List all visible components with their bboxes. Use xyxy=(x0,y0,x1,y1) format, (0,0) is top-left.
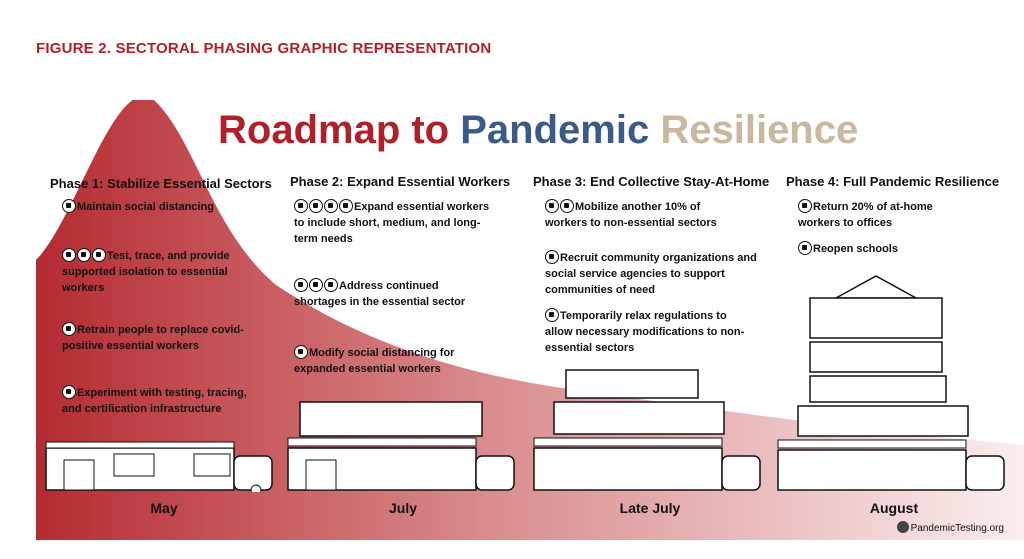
flask-icon xyxy=(324,199,338,213)
factory-icon xyxy=(62,248,76,262)
phase-3-building-illustration xyxy=(532,368,772,492)
credit: PandemicTesting.org xyxy=(897,521,1004,534)
phase-3-item-1: Mobilize another 10% of workers to non-essential sectors xyxy=(545,201,717,229)
tools-icon xyxy=(339,199,353,213)
title-part-pandemic: Pandemic xyxy=(460,108,650,152)
book-icon xyxy=(798,241,812,255)
shield-icon xyxy=(324,278,338,292)
phase-3-item-3: Temporarily relax regulations to allow necessary modifications to non-essential sectors xyxy=(545,310,745,354)
phase-2-building-illustration xyxy=(286,400,526,492)
title-part-roadmap: Roadmap to xyxy=(218,108,450,152)
main-title xyxy=(218,108,858,153)
phase-1-item-4: Experiment with testing, tracing, and certification infrastructure xyxy=(62,387,247,415)
scissors-icon xyxy=(545,199,559,213)
tools-icon xyxy=(560,199,574,213)
month-label-may: May xyxy=(150,500,178,516)
phase-1-title: Phase 1: Stabilize Essential Sectors xyxy=(50,176,272,191)
factory-icon xyxy=(294,278,308,292)
lightning-icon xyxy=(545,308,559,322)
month-label-july: July xyxy=(388,500,417,516)
laptop-icon xyxy=(798,199,812,213)
shield-icon xyxy=(92,248,106,262)
roadmap-panel xyxy=(36,100,1024,540)
globe-icon xyxy=(897,521,909,533)
building-icon xyxy=(62,385,76,399)
phase-4-title: Phase 4: Full Pandemic Resilience xyxy=(786,174,1000,189)
heart-icon xyxy=(309,278,323,292)
network-icon xyxy=(545,250,559,264)
phase-2-item-3: Modify social distancing for expanded essential workers xyxy=(294,347,455,375)
heart-icon xyxy=(77,248,91,262)
phase-2-item-1: Expand essential workers to include short, medium, and long-term needs xyxy=(294,201,490,245)
phase-2-item-2: Address continued shortages in the essential sector xyxy=(294,280,466,308)
phase-2-title: Phase 2: Expand Essential Workers xyxy=(290,174,511,189)
phase-3-title: Phase 3: End Collective Stay-At-Home xyxy=(533,174,770,189)
phase-1-building-illustration xyxy=(44,432,284,492)
phase-1-item-3: Retrain people to replace covid-positive essential workers xyxy=(62,324,244,352)
month-label-late-july: Late July xyxy=(619,500,681,516)
month-label-august: August xyxy=(869,500,919,516)
figure-title: FIGURE 2. SECTORAL PHASING GRAPHIC REPRESENTATION xyxy=(36,40,492,57)
phase-4-item-2: Reopen schools xyxy=(798,241,978,257)
people-icon xyxy=(62,322,76,336)
title-part-resilience: Resilience xyxy=(660,108,859,152)
person-icon xyxy=(309,199,323,213)
phase-3-item-2: Recruit community organizations and social service agencies to support communities of need xyxy=(545,252,757,296)
phase-4-item-1: Return 20% of at-home workers to offices xyxy=(798,201,933,229)
building-icon xyxy=(294,199,308,213)
phase-4-building-illustration xyxy=(776,268,1016,492)
house-icon xyxy=(294,345,308,359)
phase-1-item-1: Maintain social distancing xyxy=(62,199,252,215)
house-icon xyxy=(62,199,76,213)
phase-1-item-2: Test, trace, and provide supported isolation to essential workers xyxy=(62,250,230,294)
